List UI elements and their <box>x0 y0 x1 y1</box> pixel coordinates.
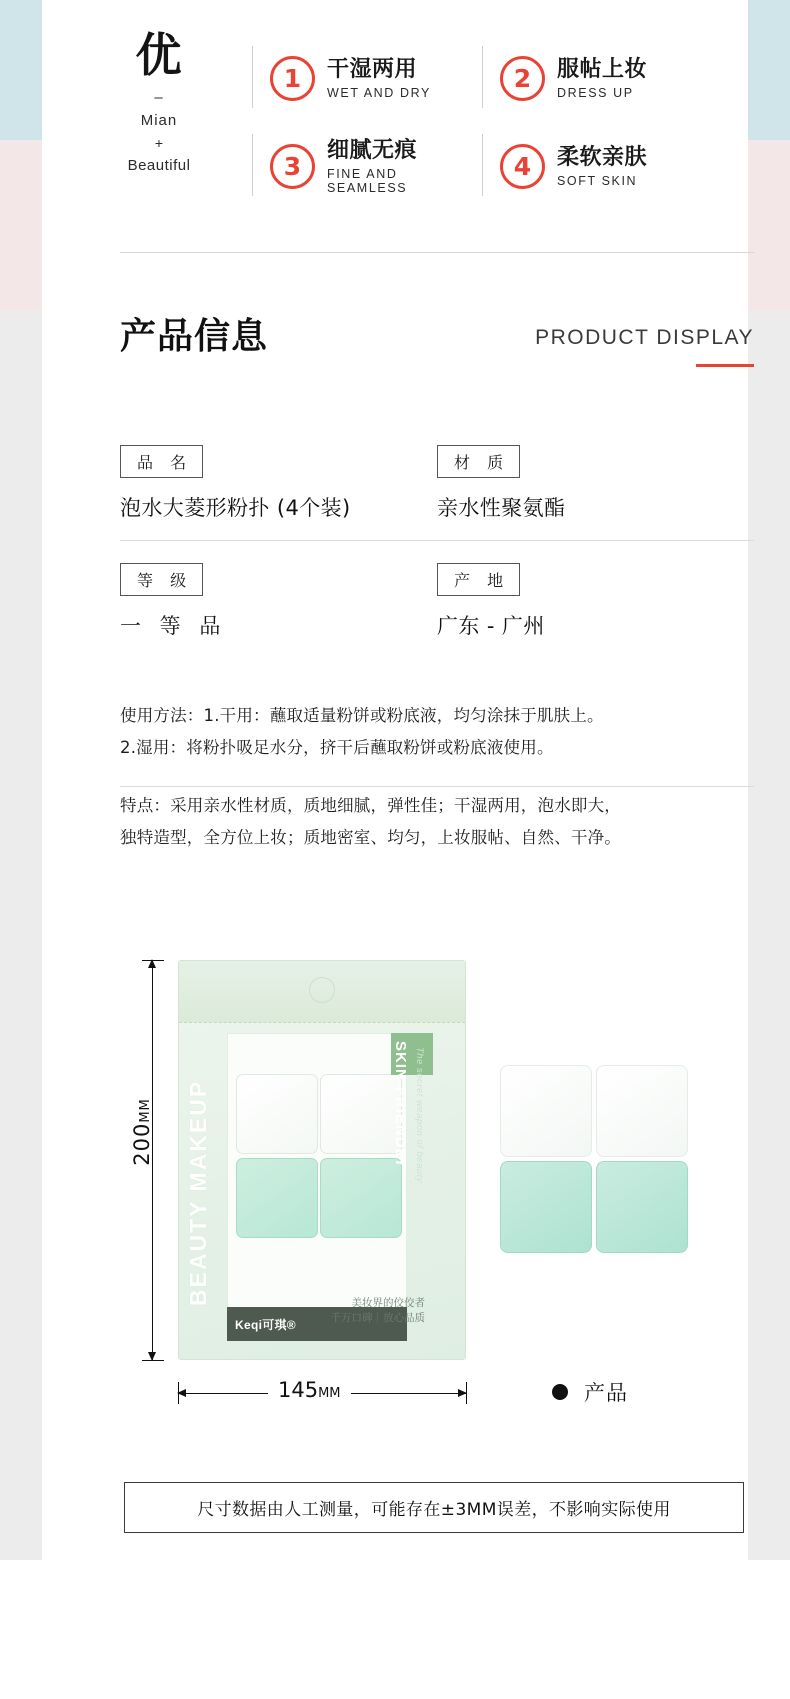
spec-cell-product-name <box>120 445 437 522</box>
feature-text-4 <box>557 144 647 189</box>
feature-number-icon: 4 <box>500 144 545 189</box>
measurement-note: 尺寸数据由人工测量，可能存在±3MM误差，不影响实际使用 <box>124 1482 744 1533</box>
width-tick-right <box>466 1382 467 1404</box>
usage-line-1: 使用方法：1.干用：蘸取适量粉饼或粉底液，均匀涂抹于肌肤上。 <box>120 706 604 725</box>
feature-number-icon: 1 <box>270 56 315 101</box>
package-brand-name: Keqi可琪® <box>235 1317 296 1332</box>
spec-row <box>120 445 754 541</box>
spec-table <box>120 445 754 658</box>
spec-row <box>120 563 754 658</box>
spec-label: 等 级 <box>120 563 203 596</box>
height-label <box>130 1098 154 1166</box>
features-line-1: 特点：采用亲水性材质，质地细腻，弹性佳；干湿两用，泡水即大， <box>120 796 621 815</box>
spec-value: 亲水性聚氨酯 <box>437 496 566 520</box>
package-vertical-title: BEAUTY MAKEUP <box>185 1079 211 1306</box>
height-value: 200 <box>129 1122 154 1166</box>
section-divider <box>120 252 754 253</box>
puff-mint-1 <box>236 1158 318 1238</box>
spec-value: 一 等 品 <box>120 614 227 638</box>
page-title: 产品信息 <box>120 316 269 357</box>
puff-mint-2 <box>320 1158 402 1238</box>
puff-white-2 <box>320 1074 402 1154</box>
feature-title-cn-1: 干湿两用 <box>327 56 418 82</box>
feature-item-2 <box>482 34 712 122</box>
spec-cell-grade <box>120 563 437 640</box>
page-title-en: PRODUCT DISPLAY <box>535 326 754 349</box>
usage-instructions <box>120 700 754 787</box>
usage-line-2: 2.湿用：将粉扑吸足水分，挤干后蘸取粉饼或粉底液使用。 <box>120 738 554 758</box>
package-side-text-small: The secret weapon of beauty <box>414 1047 425 1184</box>
width-unit: MM <box>318 1386 341 1401</box>
feature-item-4 <box>482 122 712 210</box>
bg-block-left-mid <box>0 140 42 310</box>
feature-banner <box>42 0 748 256</box>
package-hang-hole <box>309 977 335 1003</box>
bullet-dot-icon <box>552 1384 568 1400</box>
feature-title-en-3: FINE AND SEAMLESS <box>327 167 408 196</box>
legend-label: 产品 <box>584 1381 628 1405</box>
loose-puff-mint-2 <box>596 1161 688 1253</box>
brand-name-en-2: Beautiful <box>127 156 191 174</box>
product-info-header <box>120 300 754 380</box>
feature-item-3 <box>252 122 482 210</box>
brand-name-en-1: Mian <box>140 111 178 129</box>
feature-title-en-1: WET AND DRY <box>327 86 431 101</box>
feature-grid <box>252 34 712 210</box>
feature-title-cn-3: 细腻无痕 <box>327 137 418 163</box>
loose-puffs-group <box>500 1065 690 1255</box>
bg-block-left-lower <box>0 310 42 1560</box>
width-value: 145 <box>278 1378 319 1402</box>
spec-cell-origin <box>437 563 754 640</box>
height-tick-bottom <box>142 1360 164 1361</box>
package-slogan <box>331 1296 426 1328</box>
feature-row-1 <box>252 34 712 122</box>
puff-white-1 <box>236 1074 318 1154</box>
spec-value: 泡水大菱形粉扑 (4个装) <box>120 496 351 520</box>
brand-plus-symbol: + <box>154 134 164 151</box>
package-slogan-line-1: 美妆界的佼佼者 <box>351 1296 425 1309</box>
bg-block-right-mid <box>748 140 790 310</box>
feature-title-cn-2: 服帖上妆 <box>557 56 648 82</box>
feature-number-icon: 2 <box>500 56 545 101</box>
bg-block-right-lower <box>748 310 790 1560</box>
feature-row-2 <box>252 122 712 210</box>
height-unit: MM <box>137 1098 153 1123</box>
spec-label: 品 名 <box>120 445 203 478</box>
product-package-image <box>178 960 466 1360</box>
spec-label: 材 质 <box>437 445 520 478</box>
package-window <box>227 1033 407 1325</box>
brand-logo <box>84 30 234 174</box>
package-side-text: SKIN-FRIENDLY <box>392 1041 409 1169</box>
feature-text-1 <box>327 56 431 101</box>
brand-divider-dash: – <box>154 88 164 106</box>
feature-title-en-2: DRESS UP <box>557 86 634 101</box>
bg-block-right-top <box>748 0 790 140</box>
width-label <box>268 1378 351 1402</box>
spec-label: 产 地 <box>437 563 520 596</box>
loose-puff-mint-1 <box>500 1161 592 1253</box>
package-slogan-line-2: 千万口碑｜放心品质 <box>330 1312 425 1325</box>
title-underline <box>696 364 754 367</box>
features-line-2: 独特造型，全方位上妆；质地密室、均匀，上妆服帖、自然、干净。 <box>120 828 621 848</box>
feature-title-cn-4: 柔软亲肤 <box>557 144 648 170</box>
legend <box>552 1377 628 1407</box>
dimension-diagram <box>120 945 754 1425</box>
loose-puff-white-2 <box>596 1065 688 1157</box>
feature-text-2 <box>557 56 647 101</box>
content-sheet <box>42 0 754 1699</box>
feature-item-1 <box>252 34 482 122</box>
feature-title-en-4: SOFT SKIN <box>557 174 638 189</box>
feature-number-icon: 3 <box>270 144 315 189</box>
height-tick-top <box>142 960 164 961</box>
spec-cell-material <box>437 445 754 522</box>
bg-block-left-top <box>0 0 42 140</box>
brand-name-cn: 优 <box>135 28 183 82</box>
features-description <box>120 790 754 854</box>
spec-value: 广东 - 广州 <box>437 614 545 638</box>
loose-puff-white-1 <box>500 1065 592 1157</box>
width-tick-left <box>178 1382 179 1404</box>
feature-text-3 <box>327 137 482 196</box>
